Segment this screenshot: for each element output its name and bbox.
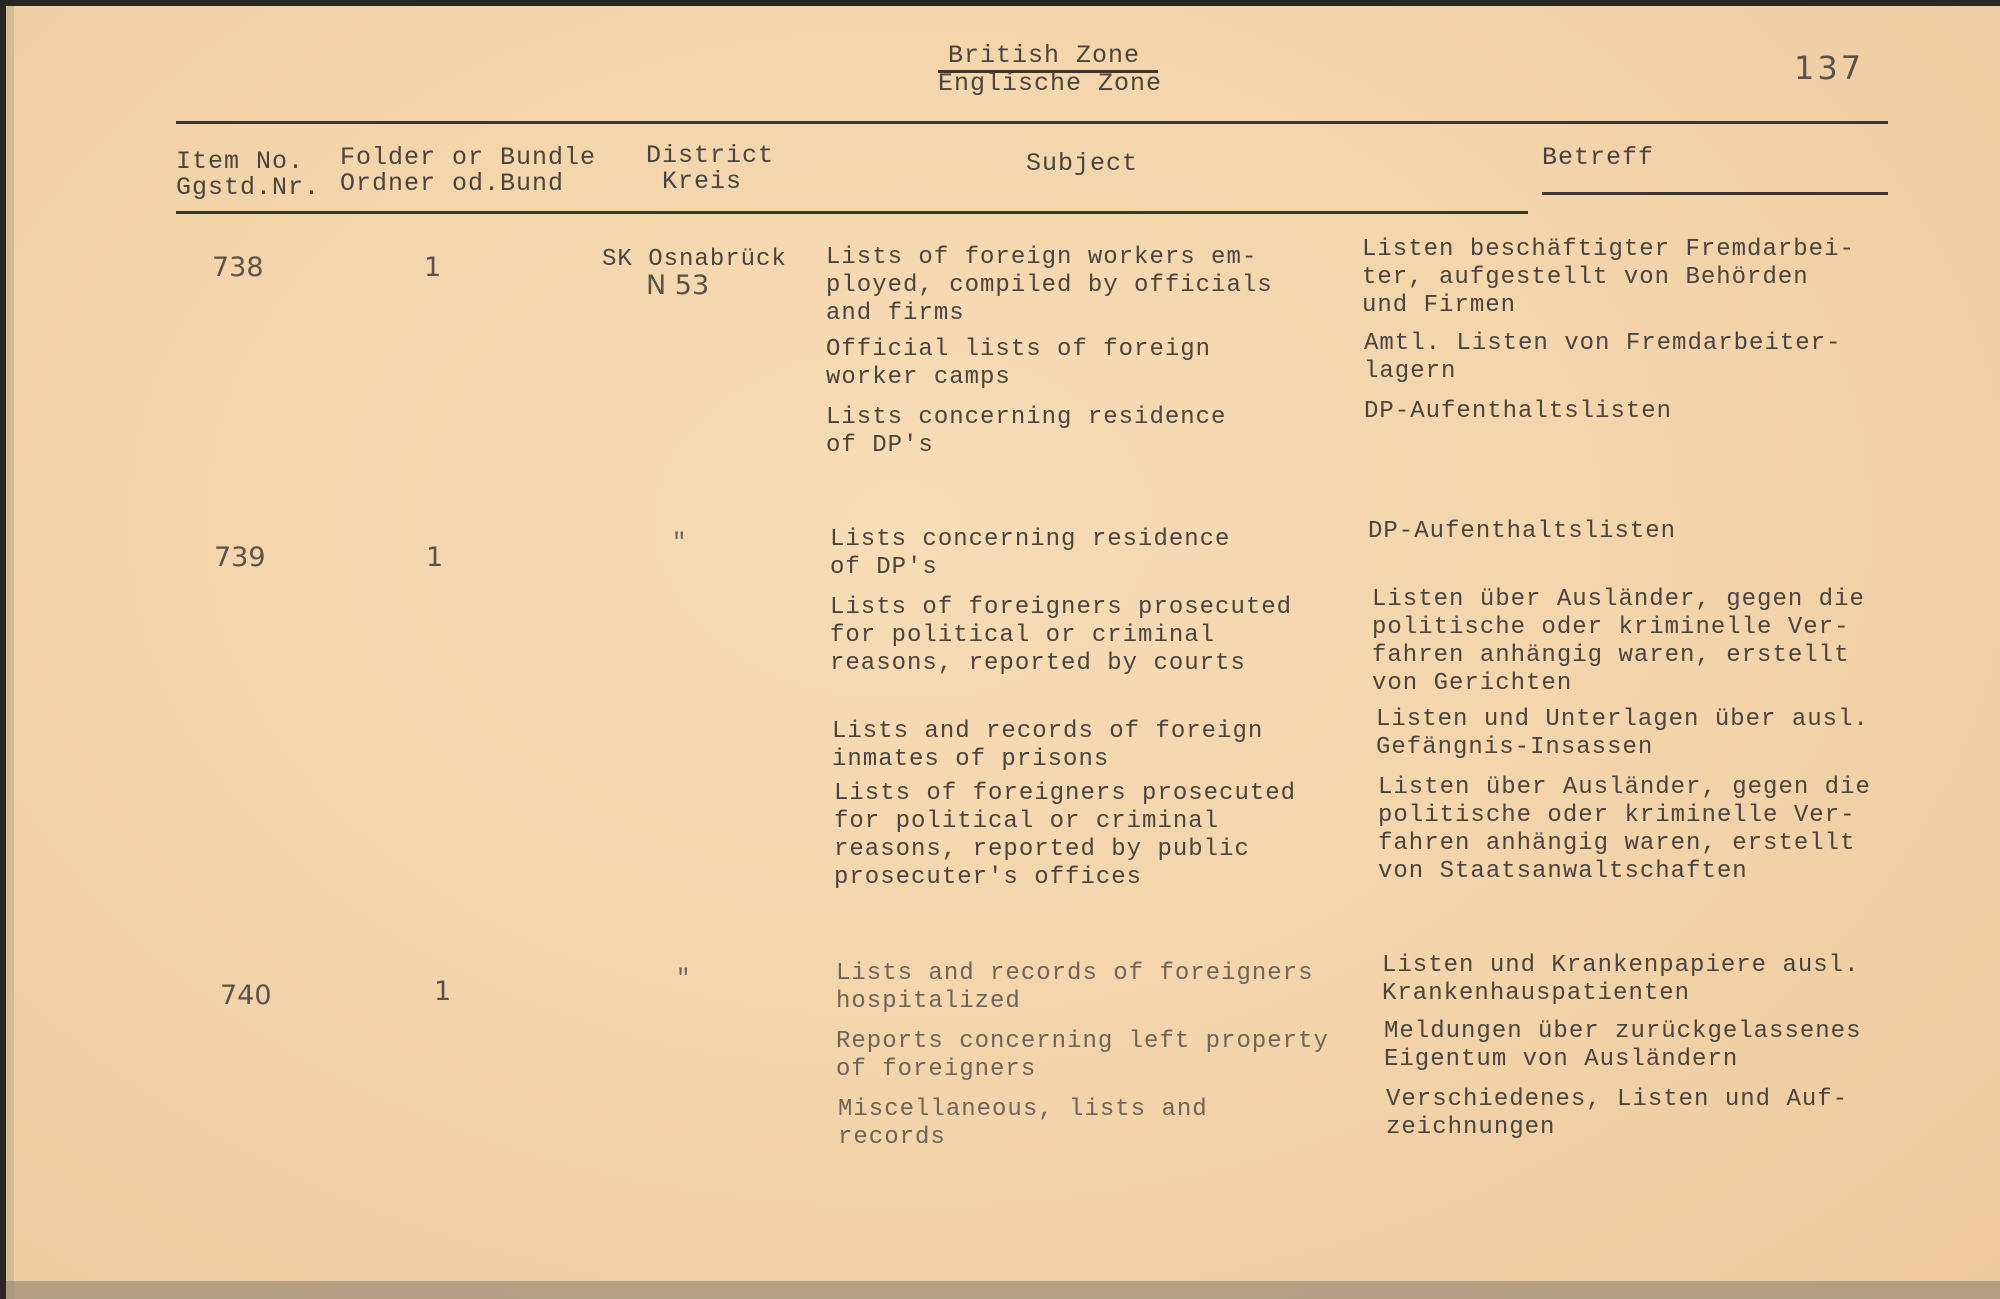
betreff-entry: DP-Aufenthaltslisten bbox=[1364, 398, 1673, 425]
header-zone-english: British Zone bbox=[948, 41, 1141, 70]
betreff-entry: Listen über Ausländer, gegen die politische oder kriminelle Ver- fahren anhängig waren, erstellt von Staatsanwaltschaften bbox=[1378, 774, 1871, 885]
table-top-rule bbox=[176, 121, 1888, 124]
subject-entry: Lists concerning residence of DP's bbox=[826, 404, 1227, 459]
document-page bbox=[6, 6, 2000, 1299]
row-district-ditto: " bbox=[676, 966, 692, 993]
betreff-entry: Meldungen über zurückgelassenes Eigentum von Ausländern bbox=[1384, 1018, 1862, 1073]
col-item-de: Ggstd.Nr. bbox=[176, 173, 321, 202]
col-district-de: Kreis bbox=[662, 167, 743, 196]
subject-entry: Lists of foreigners prosecuted for political or criminal reasons, reported by public prosecuter's offices bbox=[834, 780, 1297, 891]
col-item-en: Item No. bbox=[176, 147, 305, 176]
subject-entry: Lists of foreigners prosecuted for political or criminal reasons, reported by courts bbox=[830, 594, 1293, 677]
row-folder-number: 1 bbox=[426, 542, 444, 573]
row-district-code: N 53 bbox=[646, 270, 710, 301]
subject-entry: Official lists of foreign worker camps bbox=[826, 336, 1212, 391]
page-binding-edge bbox=[6, 6, 14, 1299]
col-folder-en: Folder or Bundle bbox=[340, 143, 597, 172]
table-header-rule-right bbox=[1542, 192, 1888, 195]
betreff-entry: Listen über Ausländer, gegen die politische oder kriminelle Ver- fahren anhängig waren, erstellt von Gerichten bbox=[1372, 586, 1865, 697]
betreff-entry: Amtl. Listen von Fremdarbeiter- lagern bbox=[1364, 330, 1842, 385]
row-item-number: 740 bbox=[220, 980, 272, 1011]
page-bottom-edge bbox=[6, 1281, 2000, 1299]
subject-entry: Miscellaneous, lists and records bbox=[838, 1096, 1208, 1151]
row-district: SK Osnabrück bbox=[602, 246, 787, 273]
row-district-ditto: " bbox=[672, 530, 688, 557]
betreff-entry: Listen und Krankenpapiere ausl. Krankenhauspatienten bbox=[1382, 952, 1860, 1007]
subject-entry: Lists of foreign workers em- ployed, compiled by officials and firms bbox=[826, 244, 1273, 327]
row-folder-number: 1 bbox=[424, 252, 442, 283]
header-zone-german: Englische Zone bbox=[938, 69, 1163, 98]
col-betreff: Betreff bbox=[1542, 143, 1655, 172]
betreff-entry: Listen beschäftigter Fremdarbei- ter, aufgestellt von Behörden und Firmen bbox=[1362, 236, 1855, 319]
betreff-entry: DP-Aufenthaltslisten bbox=[1368, 518, 1677, 545]
row-item-number: 739 bbox=[214, 542, 266, 573]
subject-entry: Reports concerning left property of foreigners bbox=[836, 1028, 1329, 1083]
row-folder-number: 1 bbox=[434, 976, 452, 1007]
row-item-number: 738 bbox=[212, 252, 264, 283]
betreff-entry: Verschiedenes, Listen und Auf- zeichnungen bbox=[1386, 1086, 1849, 1141]
col-folder-de: Ordner od.Bund bbox=[340, 169, 565, 198]
table-header-rule-left bbox=[176, 211, 1528, 214]
page-number: 137 bbox=[1794, 49, 1865, 87]
subject-entry: Lists and records of foreigners hospitalized bbox=[836, 960, 1314, 1015]
col-subject: Subject bbox=[1026, 149, 1139, 178]
subject-entry: Lists concerning residence of DP's bbox=[830, 526, 1231, 581]
subject-entry: Lists and records of foreign inmates of prisons bbox=[832, 718, 1264, 773]
betreff-entry: Listen und Unterlagen über ausl. Gefängnis-Insassen bbox=[1376, 706, 1869, 761]
col-district-en: District bbox=[646, 141, 775, 170]
